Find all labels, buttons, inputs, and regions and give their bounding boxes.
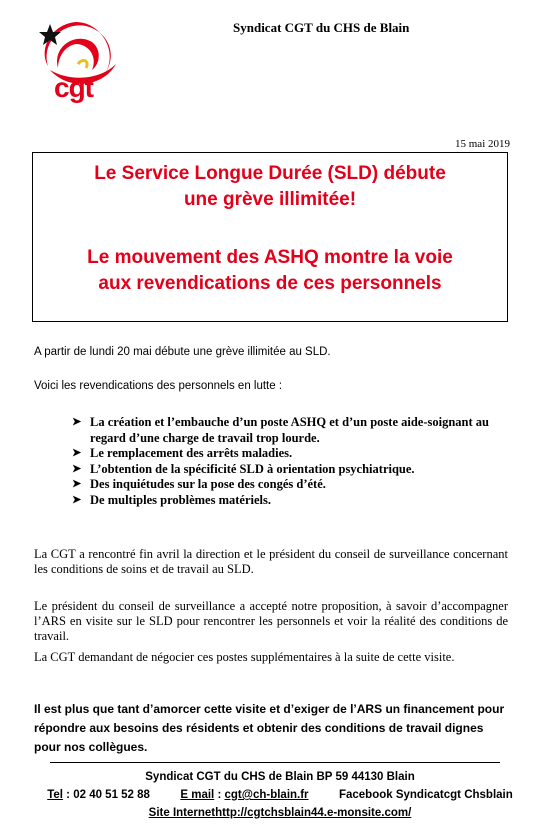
tel-label: Tel [47,789,63,801]
list-item: ➤ Des inquiétudes sur la pose des congés d’été. [72,477,326,491]
headline-line: une grève illimitée! [183,189,357,210]
email-link[interactable]: cgt@ch-blain.fr [224,789,309,801]
list-item: ➤ Le remplacement des arrêts maladies. [72,446,293,460]
header-title: Syndicat CGT du CHS de Blain [233,20,410,35]
footer-website [0,807,560,819]
site-label: Site Internet [148,807,216,819]
arrow-bullet-icon: ➤ [72,478,82,490]
paragraph-negotiation: La CGT demandant de négocier ces postes supplémentaires à la suite de cette visite. [34,650,455,664]
footer-address: Syndicat CGT du CHS de Blain BP 59 44130 Blain [145,771,415,783]
list-item: ➤ L’obtention de la spécificité SLD à orientation psychiatrique. [72,461,415,476]
cgt-logo-text: cgt [54,72,93,103]
arrow-bullet-icon: ➤ [72,493,82,506]
headline-line: Le mouvement des ASHQ montre la voie [87,247,453,268]
site-link[interactable]: http://cgtchsblain44.e-monsite.com/ [215,807,412,819]
headline-line: Le Service Longue Durée (SLD) débute [94,163,446,184]
email-label: E mail [180,789,215,801]
document-date: 15 mai 2019 [455,138,510,150]
headline-line: aux revendications de ces personnels [98,273,442,294]
paragraph-call-to-action: Il est plus que tant d’amorcer cette visite et d’exiger de l’ARS un financement pour répondre aux besoins des résidents et obtenir des conditions de travail dignes pour nos collègues. [34,702,505,754]
footer-divider [50,762,500,763]
paragraph-meeting: La CGT a rencontré fin avril la direction et le président du conseil de surveillance concernant les conditions de soins et de travail au SLD. [34,547,508,576]
footer-contacts: Tel : 02 40 51 52 88 E mail : cgt@ch-blain.fr Facebook Syndicatcgt Chsblain [47,789,513,801]
tel-value: : 02 40 51 52 88 [62,789,150,801]
claims-list [72,415,508,508]
arrow-bullet-icon: ➤ [72,447,82,459]
paragraph-proposal: Le président du conseil de surveillance a accepté notre proposition, à savoir d’accompagner l’ARS en visite sur le SLD pour rencontrer les personnels et voir la réalité des conditions de travail. [34,599,508,643]
list-item: ➤ De multiples problèmes matériels. [72,492,271,507]
arrow-bullet-icon: ➤ [72,416,82,428]
arrow-bullet-icon: ➤ [72,462,82,475]
headline-primary [33,161,507,213]
intro-paragraph: A partir de lundi 20 mai débute une grève illimitée au SLD. [34,346,331,358]
facebook-label: Facebook Syndicatcgt Chsblain [338,789,513,801]
headline-box [32,152,508,322]
claims-intro: Voici les revendications des personnels en lutte : [34,380,283,392]
headline-secondary [33,245,507,297]
list-item: ➤ La création et l’embauche d’un poste ASHQ et d’un poste aide-soignant au regard d’une charge de travail trop lourde. [72,415,489,445]
